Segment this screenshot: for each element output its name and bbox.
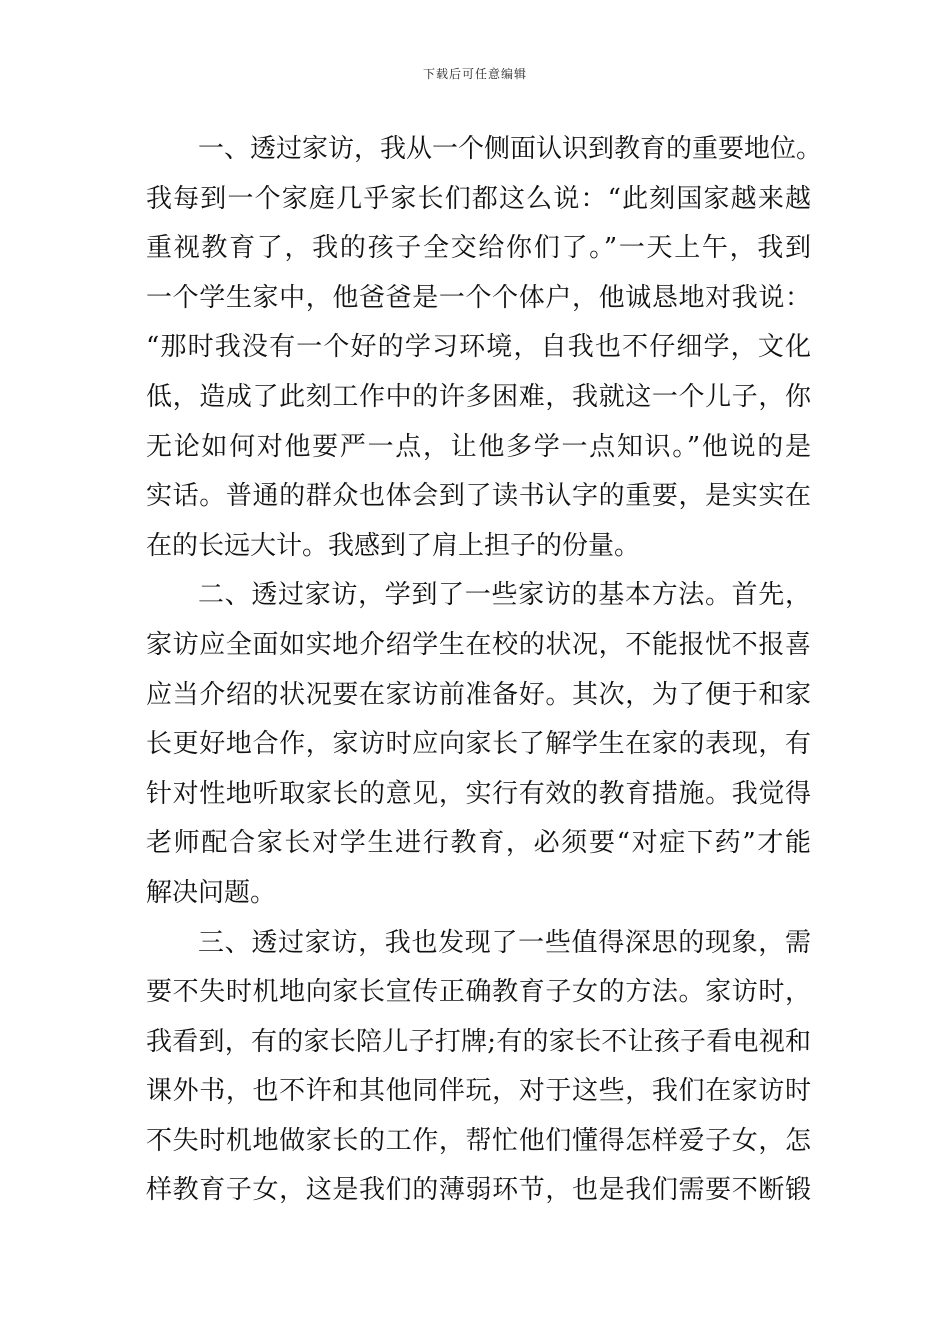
text-line: 在的长远大计。我感到了肩上担子的份量。 <box>146 530 641 561</box>
text-line: 老师配合家长对学生进行教育，必须要“对症下药”才能 <box>146 828 811 859</box>
text-line: 要不失时机地向家长宣传正确教育子女的方法。家访时， <box>146 977 811 1008</box>
text-line: 针对性地听取家长的意见，实行有效的教育措施。我觉得 <box>146 778 811 809</box>
text-line: 二、透过家访，学到了一些家访的基本方法。首先， <box>198 580 811 611</box>
text-line: 重视教育了，我的孩子全交给你们了。”一天上午，我到 <box>146 233 811 264</box>
text-line: 家访应全面如实地介绍学生在校的状况，不能报忧不报喜 <box>146 629 811 660</box>
text-line: 低，造成了此刻工作中的许多困难，我就这一个儿子，你 <box>146 381 811 412</box>
text-line: 不失时机地做家长的工作，帮忙他们懂得怎样爱子女，怎 <box>146 1125 811 1156</box>
text-line: 应当介绍的状况要在家访前准备好。其次，为了便于和家 <box>146 679 811 710</box>
text-line: 一、透过家访，我从一个侧面认识到教育的重要地位。 <box>198 134 823 164</box>
page-header-note: 下载后可任意编辑 <box>422 67 527 81</box>
body-text <box>146 125 823 1216</box>
text-line: 长更好地合作，家访时应向家长了解学生在家的表现，有 <box>146 729 811 760</box>
text-line: 我看到，有的家长陪儿子打牌;有的家长不让孩子看电视和 <box>146 1026 811 1057</box>
text-line: 一个学生家中，他爸爸是一个个体户，他诚恳地对我说： <box>146 282 811 313</box>
text-line: 无论如何对他要严一点，让他多学一点知识。”他说的是 <box>146 431 811 462</box>
text-line: 课外书，也不许和其他同伴玩，对于这些，我们在家访时 <box>146 1076 811 1107</box>
text-line: 样教育子女，这是我们的薄弱环节，也是我们需要不断锻 <box>146 1175 811 1206</box>
text-line: “那时我没有一个好的学习环境，自我也不仔细学，文化 <box>146 332 811 363</box>
text-line: 三、透过家访，我也发现了一些值得深思的现象，需 <box>198 927 811 958</box>
text-line: 实话。普通的群众也体会到了读书认字的重要，是实实在 <box>146 481 811 512</box>
text-line: 我每到一个家庭几乎家长们都这么说：“此刻国家越来越 <box>146 183 811 214</box>
text-line: 解决问题。 <box>146 877 277 908</box>
